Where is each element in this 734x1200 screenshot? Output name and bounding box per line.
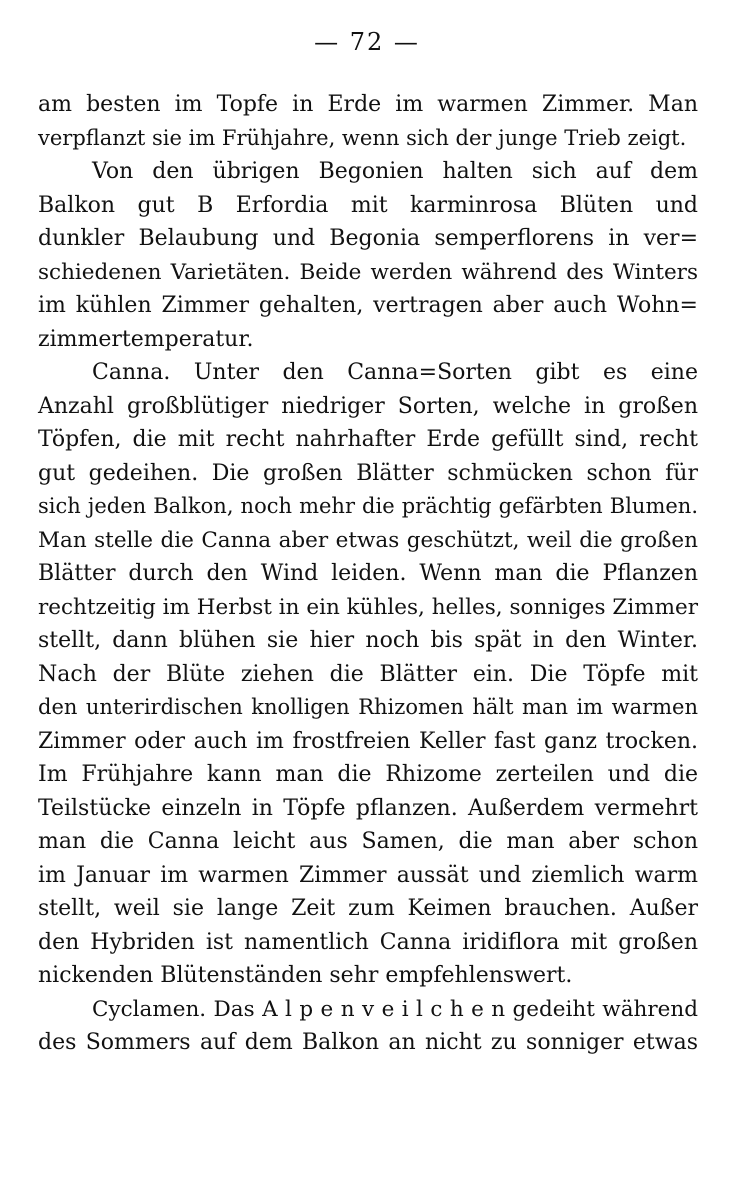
text-line-7: im kühlen Zimmer gehalten, vertragen aber auch Wohn=	[38, 293, 698, 318]
page-number: — 72 —	[314, 28, 420, 56]
text-line-2: verpflanzt sie im Frühjahre, wenn sich der junge Trieb zeigt.	[38, 125, 687, 150]
text-line-27: nickenden Blütenständen sehr empfehlenswert.	[38, 963, 573, 988]
text-line-15: Blätter durch den Wind leiden. Wenn man die Pflanzen	[38, 561, 698, 586]
text-line-14: Man stelle die Canna aber etwas geschützt, weil die großen	[38, 527, 698, 553]
text-line-1: am besten im Topfe in Erde im warmen Zimmer. Man	[38, 92, 698, 117]
text-line-22: Teilstücke einzeln in Töpfe pflanzen. Außerdem vermehrt	[38, 795, 698, 821]
text-line-9: Canna. Unter den Canna=Sorten gibt es eine	[92, 360, 698, 385]
text-line-13: sich jeden Balkon, noch mehr die prächtig gefärbten Blumen.	[38, 494, 698, 518]
body-text	[38, 88, 698, 1060]
text-line-10: Anzahl großblütiger niedriger Sorten, welche in großen	[38, 393, 698, 419]
text-line-5: dunkler Belaubung und Begonia semperflorens in ver=	[38, 226, 698, 251]
text-line-16: rechtzeitig im Herbst in ein kühles, helles, sonniges Zimmer	[38, 594, 698, 620]
text-line-3: Von den übrigen Begonien halten sich auf dem	[92, 159, 698, 184]
text-line-11: Töpfen, die mit recht nahrhafter Erde gefüllt sind, recht	[38, 427, 698, 452]
text-line-29: des Sommers auf dem Balkon an nicht zu sonniger etwas	[38, 1030, 698, 1055]
text-line-24: im Januar im warmen Zimmer aussät und ziemlich warm	[38, 862, 698, 888]
text-line-4: Balkon gut B Erfordia mit karminrosa Blüten und	[38, 192, 698, 218]
text-line-26: den Hybriden ist namentlich Canna iridiflora mit großen	[38, 929, 698, 955]
text-line-20: Zimmer oder auch im frostfreien Keller fast ganz trocken.	[38, 728, 698, 754]
text-line-6: schiedenen Varietäten. Beide werden während des Winters	[38, 259, 698, 285]
text-line-18: Nach der Blüte ziehen die Blätter ein. Die Töpfe mit	[38, 661, 698, 687]
text-line-12: gut gedeihen. Die großen Blätter schmücken schon für	[38, 460, 698, 486]
text-line-28: Cyclamen. Das A l p e n v e i l c h e n gedeiht während	[92, 996, 698, 1022]
text-line-23: man die Canna leicht aus Samen, die man aber schon	[38, 829, 698, 854]
text-line-19: den unterirdischen knolligen Rhizomen hält man im warmen	[38, 695, 698, 719]
text-line-8: zimmertemperatur.	[38, 326, 254, 352]
text-line-21: Im Frühjahre kann man die Rhizome zerteilen und die	[38, 762, 698, 787]
text-line-25: stellt, weil sie lange Zeit zum Keimen brauchen. Außer	[38, 896, 698, 921]
text-line-17: stellt, dann blühen sie hier noch bis spät in den Winter.	[38, 628, 698, 653]
